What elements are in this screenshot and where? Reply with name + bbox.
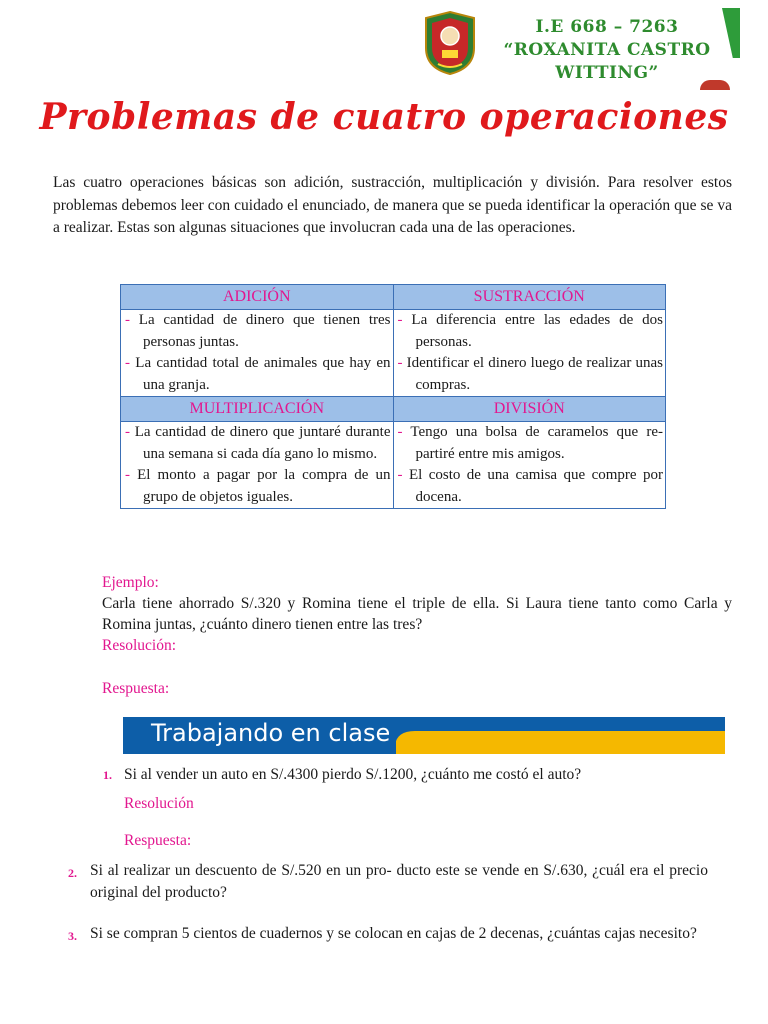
question-text: Si al realizar un descuento de S/.520 en un pro- ducto este se vende en S/.630, ¿cuál era el precio original del producto?	[90, 862, 708, 901]
list-item: - El monto a pagar por la compra de un grupo de objetos iguales.	[125, 467, 391, 505]
header-division: DIVISIÓN	[393, 397, 666, 422]
list-item: - La cantidad de dinero que juntaré durante una semana si cada día gano lo mismo.	[125, 424, 391, 462]
question-1-resolucion-label: Resolución	[124, 795, 194, 812]
school-name-line1: “ROXANITA CASTRO	[503, 40, 711, 60]
school-name-line2: WITTING”	[555, 63, 659, 83]
list-item: - La cantidad de dinero que tienen tres personas juntas.	[125, 312, 391, 350]
school-name	[482, 16, 732, 85]
header-adicion: ADICIÓN	[121, 285, 394, 310]
header-multiplicacion: MULTIPLICACIÓN	[121, 397, 394, 422]
page-title: Problemas de cuatro operaciones	[39, 96, 729, 138]
school-code: I.E 668 – 7263	[535, 17, 679, 37]
question-number: 1.	[103, 768, 112, 782]
school-logo	[420, 8, 480, 78]
question-text: Si se compran 5 cientos de cuadernos y se colocan en cajas de 2 decenas, ¿cuántas cajas necesito?	[90, 925, 697, 942]
list-item: - Identificar el dinero luego de realizar unas compras.	[397, 355, 663, 393]
question-text: Si al vender un auto en S/.4300 pierdo S/.1200, ¿cuánto me costó el auto?	[124, 766, 582, 783]
question-number: 3.	[68, 929, 77, 943]
operations-table	[120, 284, 666, 509]
example-text: Carla tiene ahorrado S/.320 y Romina tiene el triple de ella. Si Laura tiene tanto como Carla y Romina juntas, ¿cuánto dinero tienen entre las tres?	[102, 595, 732, 633]
example-label: Ejemplo:	[102, 574, 159, 591]
list-item: - Tengo una bolsa de caramelos que re- partiré entre mis amigos.	[397, 424, 663, 462]
cell-division	[393, 422, 666, 509]
cell-sustraccion	[393, 310, 666, 397]
question-1-respuesta-label: Respuesta:	[124, 832, 192, 849]
question-1	[103, 764, 733, 786]
corner-decoration-red	[700, 80, 730, 90]
list-item: - La cantidad total de animales que hay en una granja.	[125, 355, 391, 393]
intro-paragraph: Las cuatro operaciones básicas son adición, sustracción, multiplicación y división. Para resolver estos problemas debemos leer con cuidado el enunciado, de manera que se pueda identificar la operación que se va a realizar. Estas son algunas situaciones que involucran cada una de las operaciones.	[53, 174, 732, 237]
question-3	[68, 923, 708, 947]
list-item: - La diferencia entre las edades de dos personas.	[397, 312, 663, 350]
question-number: 2.	[68, 866, 77, 880]
question-2	[68, 860, 708, 904]
example-resolucion-label: Resolución:	[102, 637, 177, 654]
cell-adicion	[121, 310, 394, 397]
header-sustraccion: SUSTRACCIÓN	[393, 285, 666, 310]
example-block	[102, 572, 732, 656]
cell-multiplicacion	[121, 422, 394, 509]
banner-title: Trabajando en clase	[151, 719, 391, 747]
example-respuesta-label: Respuesta:	[102, 680, 170, 697]
list-item: - El costo de una camisa que compre por docena.	[397, 467, 664, 505]
